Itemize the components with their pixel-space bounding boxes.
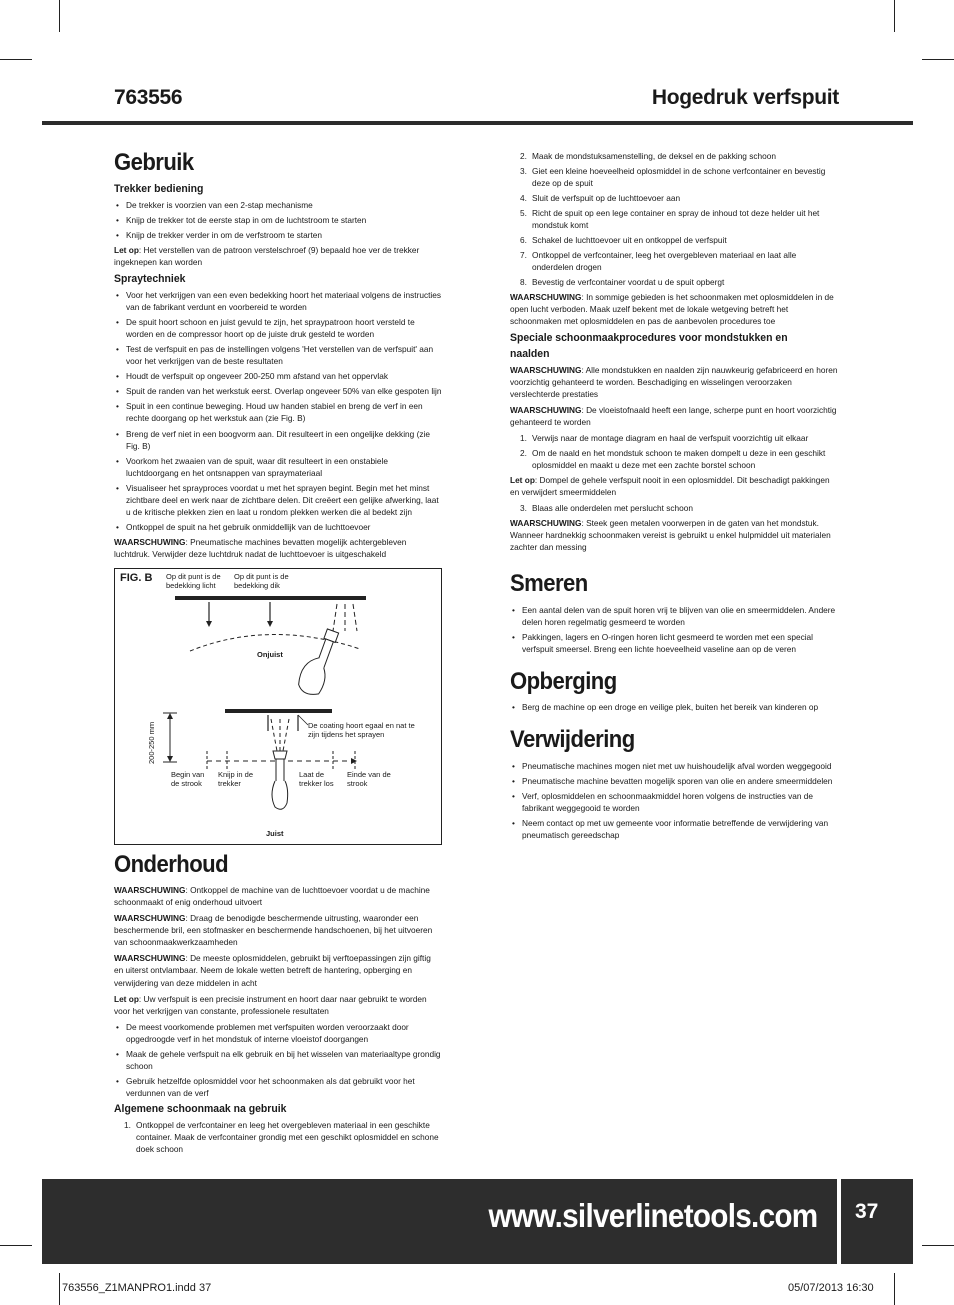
list-item: 5. Richt de spuit op een lege container en spray de inhoud tot deze helder uit het mondstuk komt bbox=[520, 208, 820, 231]
warning-paragraph: WAARSCHUWING: De meeste oplosmiddelen, gebruikt bij verftoepassingen zijn giftig en uiterst ontvlambaar. Neem de lokale wetten betreft de hantering, opberging en verwijdering van deze middelen in acht bbox=[114, 953, 431, 988]
section-title-gebruik: Gebruik bbox=[114, 149, 194, 176]
list-item: • Pneumatische machine bevatten mogelijk sporen van olie en andere smeermiddelen bbox=[510, 775, 840, 787]
figure-caption-thick: Op dit punt is de bedekking dik bbox=[234, 572, 289, 591]
surface-top bbox=[175, 596, 366, 600]
list-item: 1. Verwijs naar de montage diagram en haal de verfspuit voorzichtig uit elkaar bbox=[520, 433, 809, 444]
figure-caption-light: Op dit punt is de bedekking licht bbox=[166, 572, 221, 591]
figure-caption-coating: De coating hoort egaal en nat te zijn tijdens het sprayen bbox=[308, 721, 415, 740]
list-item: • De trekker is voorzien van een 2-stap mechanisme bbox=[114, 199, 442, 211]
left-column bbox=[114, 150, 442, 564]
header-rule bbox=[42, 121, 913, 125]
arrow-head bbox=[167, 713, 173, 719]
spray-line bbox=[333, 604, 337, 631]
crop-mark bbox=[894, 0, 895, 32]
cleaning-steps bbox=[510, 150, 840, 288]
list-item: • Voorkom het zwaaien van de spuit, waar dit resulteert in een onstabiele luchtdoorgang en het ontsnappen van spraymateriaal bbox=[114, 455, 442, 479]
arrow-head bbox=[206, 621, 212, 627]
list-item: • Spuit in een continue beweging. Houd uw handen stabiel en breng de verf in een rechte doorgang op het werkstuk aan (zie Fig. B) bbox=[114, 400, 442, 424]
section-title-opberging: Opberging bbox=[510, 667, 617, 695]
list-item: • Maak de gehele verfspuit na elk gebruik en bij het wisselen van materiaaltype grondig schoon bbox=[114, 1048, 442, 1072]
list-item: 2. Maak de mondstuksamenstelling, de deksel en de pakking schoon bbox=[520, 151, 776, 161]
special-steps-cont bbox=[510, 502, 840, 514]
crop-mark bbox=[59, 1273, 60, 1305]
trekker-list bbox=[114, 199, 442, 241]
list-item: • Gebruik hetzelfde oplosmiddel voor het schoonmaken als dat gebruikt voor het verdunnen van de verf bbox=[114, 1075, 442, 1099]
warning-paragraph: WAARSCHUWING: De vloeistofnaald heeft een lange, scherpe punt en hoort voorzichtig gehanteerd te worden bbox=[510, 405, 837, 428]
list-item: 1. Ontkoppel de verfcontainer en leeg het overgebleven materiaal in een geschikte container. Maak de verfcontainer grondig met een geschikt oplosmiddel en schone doek schoon bbox=[124, 1119, 439, 1154]
crop-mark bbox=[894, 1273, 895, 1305]
section-title-verwijdering: Verwijdering bbox=[510, 726, 635, 754]
right-column bbox=[510, 150, 840, 844]
list-item: 8. Bevestig de verfcontainer voordat u de spuit opbergt bbox=[520, 277, 725, 288]
list-item: • Verf, oplosmiddelen en schoonmaakmiddel horen volgens de instructies van de fabrikant weggegooid te worden bbox=[510, 790, 840, 814]
crop-mark bbox=[0, 59, 32, 60]
warning-paragraph: WAARSCHUWING: Alle mondstukken en naalden zijn nauwkeurig gefabriceerd en horen voorzichtig gehanteerd te worden. Beschadiging en wisselingen veroorzaken verslechterde prestaties bbox=[510, 365, 838, 400]
arrow-head bbox=[167, 756, 173, 762]
spray-diagram-svg bbox=[115, 569, 441, 844]
list-item: 6. Schakel de luchttoevoer uit en ontkoppel de verfspuit bbox=[520, 235, 727, 246]
figure-caption-squeeze: Knijp in de trekker bbox=[218, 770, 254, 789]
product-code: 763556 bbox=[114, 86, 183, 109]
crop-mark bbox=[0, 1245, 32, 1246]
subheading-spraytechniek: Spraytechniek bbox=[114, 273, 186, 286]
list-item: • Spuit de randen van het werkstuk eerst. Overlap ongeveer 50% van elke gespoten lijn bbox=[114, 385, 442, 397]
warning-paragraph: WAARSCHUWING: In sommige gebieden is het schoonmaken met oplosmiddelen in de open lucht verboden. Maak uzelf bekent met de lokale wetgeving betreft het schoonmaken met oplosmiddelen en pas de aanbevolen procedures toe bbox=[510, 292, 834, 327]
list-item: • Knijp de trekker verder in om de verfstroom te starten bbox=[114, 229, 442, 241]
warning-paragraph: WAARSCHUWING: Draag de benodigde beschermende uitrusting, waaronder een beschermende bril, een stofmasker en beschermende handschoenen, bij het uitvoeren van schoonmaakwerkzaamheden bbox=[114, 913, 433, 948]
section-title-onderhoud: Onderhoud bbox=[114, 851, 229, 878]
pointer-line bbox=[298, 715, 308, 725]
print-slug-date: 05/07/2013 16:30 bbox=[788, 1282, 874, 1294]
note-paragraph: Let op: Dompel de gehele verfspuit nooit in een oplosmiddel. Dit beschadigt pakkingen en verwijdert smeermiddelen bbox=[510, 475, 830, 498]
note-paragraph: Let op: Het verstellen van de patroon verstelschroef (9) bepaald hoe ver de trekker ingeknepen kan worden bbox=[114, 245, 420, 268]
figure-label-incorrect: Onjuist bbox=[257, 650, 283, 659]
alg-list bbox=[114, 1119, 442, 1155]
list-item: • Houdt de verfspuit op ongeveer 200-250 mm afstand van het oppervlak bbox=[114, 370, 442, 382]
subheading-trekker: Trekker bediening bbox=[114, 183, 204, 196]
print-slug-file: 763556_Z1MANPRO1.indd 37 bbox=[62, 1282, 212, 1294]
note-paragraph: Let op: Uw verfspuit is een precisie instrument en hoort daar naar gebruikt te worden voor het verkrijgen van constante, professionele resultaten bbox=[114, 993, 427, 1016]
warning-paragraph: WAARSCHUWING: Ontkoppel de machine van de luchttoevoer voordat u de machine schoonmaakt of enig onderhoud uitvoert bbox=[114, 885, 430, 908]
crop-mark bbox=[922, 59, 954, 60]
arrow-head bbox=[267, 621, 273, 627]
list-item: 2. Om de naald en het mondstuk schoon te maken dompelt u deze in een geschikt oplosmiddel en maakt u deze met een zachte borstel schoon bbox=[520, 448, 826, 471]
figure-caption-begin: Begin van de strook bbox=[171, 770, 205, 789]
page-title: Hogedruk verfspuit bbox=[651, 86, 839, 109]
opberging-list bbox=[510, 701, 840, 713]
spray-line bbox=[283, 719, 289, 751]
list-item: • De meest voorkomende problemen met verfspuiten worden veroorzaakt door opgedroogde verf in het mondstuk of interne vloeistof doorgangen bbox=[114, 1021, 442, 1045]
smeren-list bbox=[510, 604, 840, 655]
subheading-algemene: Algemene schoonmaak na gebruik bbox=[114, 1102, 287, 1115]
list-item: • Een aantal delen van de spuit horen vrij te blijven van olie en smeermiddelen. Andere delen horen regelmatig gesmeerd te worden bbox=[510, 604, 840, 628]
spray-list bbox=[114, 289, 442, 532]
figure-label-correct: Juist bbox=[266, 829, 284, 838]
list-item: • Knijp de trekker tot de eerste stap in om de luchtstroom te starten bbox=[114, 214, 442, 226]
warning-paragraph: WAARSCHUWING: Pneumatische machines bevatten mogelijk achtergebleven luchtdruk. Verwijder deze luchtdruk nadat de luchttoevoer is uitgeschakeld bbox=[114, 536, 407, 559]
figure-label: FIG. B bbox=[120, 572, 153, 584]
section-title-smeren: Smeren bbox=[510, 570, 588, 598]
list-item: • Neem contact op met uw gemeente voor informatie betreffende de verwijdering van pneumatisch gereedschap bbox=[510, 817, 840, 841]
figure-caption-end: Einde van de strook bbox=[347, 770, 391, 789]
crop-mark bbox=[59, 0, 60, 32]
verwijdering-list bbox=[510, 760, 840, 841]
list-item: • Voor het verkrijgen van een even bedekking hoort het materiaal volgens de instructies van de fabrikant verdunt en voorbereid te worden bbox=[114, 289, 442, 313]
warning-paragraph: WAARSCHUWING: Steek geen metalen voorwerpen in de gaten van het mondstuk. Wanneer hardnekkig schoonmaken vereist is gebruikt u enkel hulpmiddel uit materialen zachter dan messing bbox=[510, 518, 831, 553]
list-item: 3. Giet een kleine hoeveelheid oplosmiddel in de schone verfcontainer en bevestig deze op de spuit bbox=[520, 166, 826, 189]
special-steps bbox=[510, 432, 840, 471]
list-item: • Test de verfspuit en pas de instellingen volgens 'Het verstellen van de verfspuit' aan voor het verkrijgen van de beste resultaten bbox=[114, 343, 442, 367]
figure-distance-label: 200-250 mm bbox=[147, 721, 156, 764]
spray-gun-correct bbox=[272, 751, 288, 809]
crop-mark bbox=[922, 1245, 954, 1246]
list-item: • Breng de verf niet in een boogvorm aan. Dit resulteert in een ongelijke dekking (zie Fig. B) bbox=[114, 428, 442, 452]
onderhoud-list bbox=[114, 1021, 442, 1099]
list-item: • Ontkoppel de spuit na het gebruik onmiddellijk van de luchttoevoer bbox=[114, 521, 442, 533]
list-item: 4. Sluit de verfspuit op de luchttoevoer aan bbox=[520, 193, 681, 204]
list-item: 7. Ontkoppel de verfcontainer, leeg het overgebleven materiaal en laat alle onderdelen drogen bbox=[520, 250, 797, 273]
list-item: • Pakkingen, lagers en O-ringen horen licht gesmeerd te worden met een special verfspuit smeersel. Breng een lichte hoeveelheid vaseline aan op de veren bbox=[510, 631, 840, 655]
spray-line bbox=[271, 719, 277, 751]
figure-caption-release: Laat de trekker los bbox=[299, 770, 334, 789]
figure-b bbox=[114, 568, 442, 845]
spray-line bbox=[353, 604, 357, 631]
website-link[interactable]: www.silverlinetools.com bbox=[488, 1197, 817, 1234]
left-column-bottom bbox=[114, 852, 442, 1158]
subheading-speciale: Speciale schoonmaakprocedures voor mondstukken en naalden bbox=[510, 332, 788, 361]
list-item: • Berg de machine op een droge en veilige plek, buiten het bereik van kinderen op bbox=[510, 701, 840, 713]
list-item: • Visualiseer het sprayproces voordat u met het sprayen begint. Begin met het minst zichtbare deel en werk naar de zichtbare delen. Dit creëert een gelijke afwerking, laat u de kritische plekken zien en laat u rondom plekken werken die al bedekt zijn bbox=[114, 482, 442, 518]
list-item: • Pneumatische machines mogen niet met uw huishoudelijk afval worden weggegooid bbox=[510, 760, 840, 772]
arrow-head bbox=[351, 758, 357, 764]
surface-bottom bbox=[225, 709, 332, 713]
list-item: • De spuit hoort schoon en juist gevuld te zijn, het spraypatroon hoort versteld te worden en de compressor hoort op de juiste druk gesteld te worden bbox=[114, 316, 442, 340]
list-item: 3. Blaas alle onderdelen met perslucht schoon bbox=[520, 503, 693, 514]
page-number: 37 bbox=[841, 1179, 913, 1264]
footer-bar bbox=[42, 1179, 837, 1264]
